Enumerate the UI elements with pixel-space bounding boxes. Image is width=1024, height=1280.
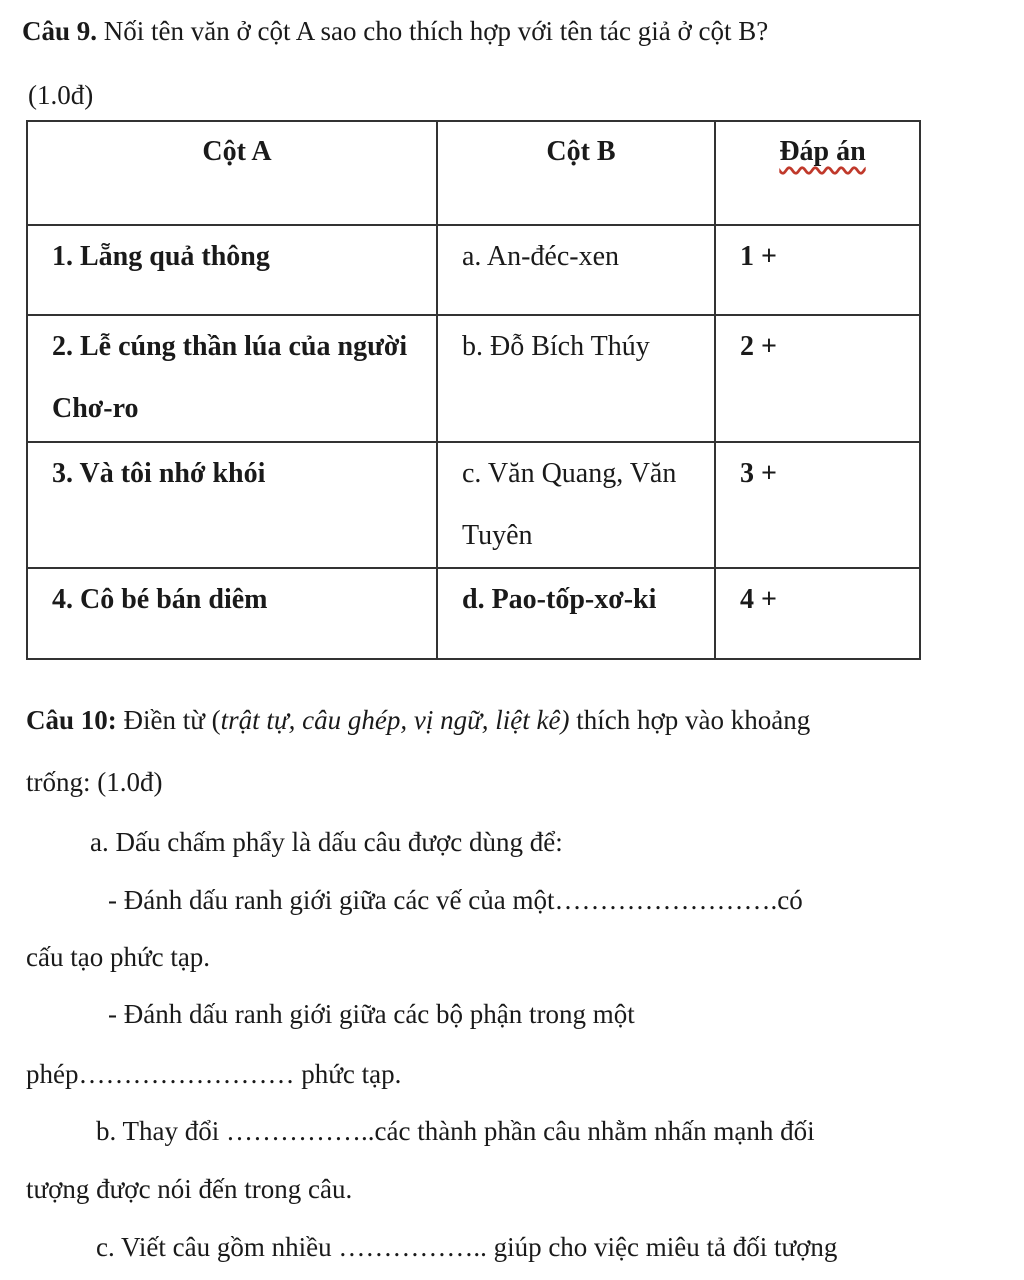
part-a-item1-line1: - Đánh dấu ranh giới giữa các vế của một…………………….có [108,885,803,915]
author-cell: c. Văn Quang, Văn Tuyên [437,442,715,568]
answer-cell: 4 + [715,568,920,659]
header-answer [715,121,920,225]
header-answer-label: Đáp án [779,136,866,167]
table-header-row [27,121,920,225]
question-10-intro-end: thích hợp vào khoảng [569,705,811,735]
author-cell: d. Pao-tốp-xơ-ki [437,568,715,659]
part-a-title: a. Dấu chấm phẩy là dấu câu được dùng để: [90,827,563,857]
table-row [27,568,920,659]
part-a-item2-line1: - Đánh dấu ranh giới giữa các bộ phận trong một [108,999,635,1029]
author-cell: b. Đỗ Bích Thúy [437,315,715,442]
part-b-line2: tượng được nói đến trong câu. [26,1174,353,1204]
work-title-cell: 4. Cô bé bán diêm [27,568,437,659]
question-10-title [26,703,1016,738]
question-10-word-bank: trật tự, câu ghép, vị ngữ, liệt kê) [220,705,570,735]
question-10-intro: Điền từ ( [116,705,221,735]
question-9-score: (1.0đ) [28,80,94,110]
question-9-label: Câu 9. [22,16,98,46]
question-10-label: Câu 10: [26,705,117,735]
table-row [27,442,920,568]
part-b-line1: b. Thay đổi ……………..các thành phần câu nhằm nhấn mạnh đối [96,1116,815,1146]
part-a-item1-line2: cấu tạo phức tạp. [26,942,211,972]
table-row [27,315,920,442]
header-column-b: Cột B [437,121,715,225]
question-10-line2: trống: (1.0đ) [26,767,163,797]
author-cell: a. An-đéc-xen [437,225,715,315]
part-a-item2-line2: phép…………………… phức tạp. [26,1059,402,1089]
question-9-title [22,14,1012,49]
answer-cell: 1 + [715,225,920,315]
table-row [27,225,920,315]
question-9-text: Nối tên văn ở cột A sao cho thích hợp với tên tác giả ở cột B? [97,16,769,46]
answer-cell: 3 + [715,442,920,568]
work-title-cell: 3. Và tôi nhớ khói [27,442,437,568]
part-c-line1: c. Viết câu gồm nhiều …………….. giúp cho việc miêu tả đối tượng [96,1232,838,1262]
work-title-cell: 1. Lẵng quả thông [27,225,437,315]
matching-table [26,120,921,660]
answer-cell: 2 + [715,315,920,442]
work-title-cell: 2. Lễ cúng thần lúa của người Chơ-ro [27,315,437,442]
header-column-a: Cột A [27,121,437,225]
